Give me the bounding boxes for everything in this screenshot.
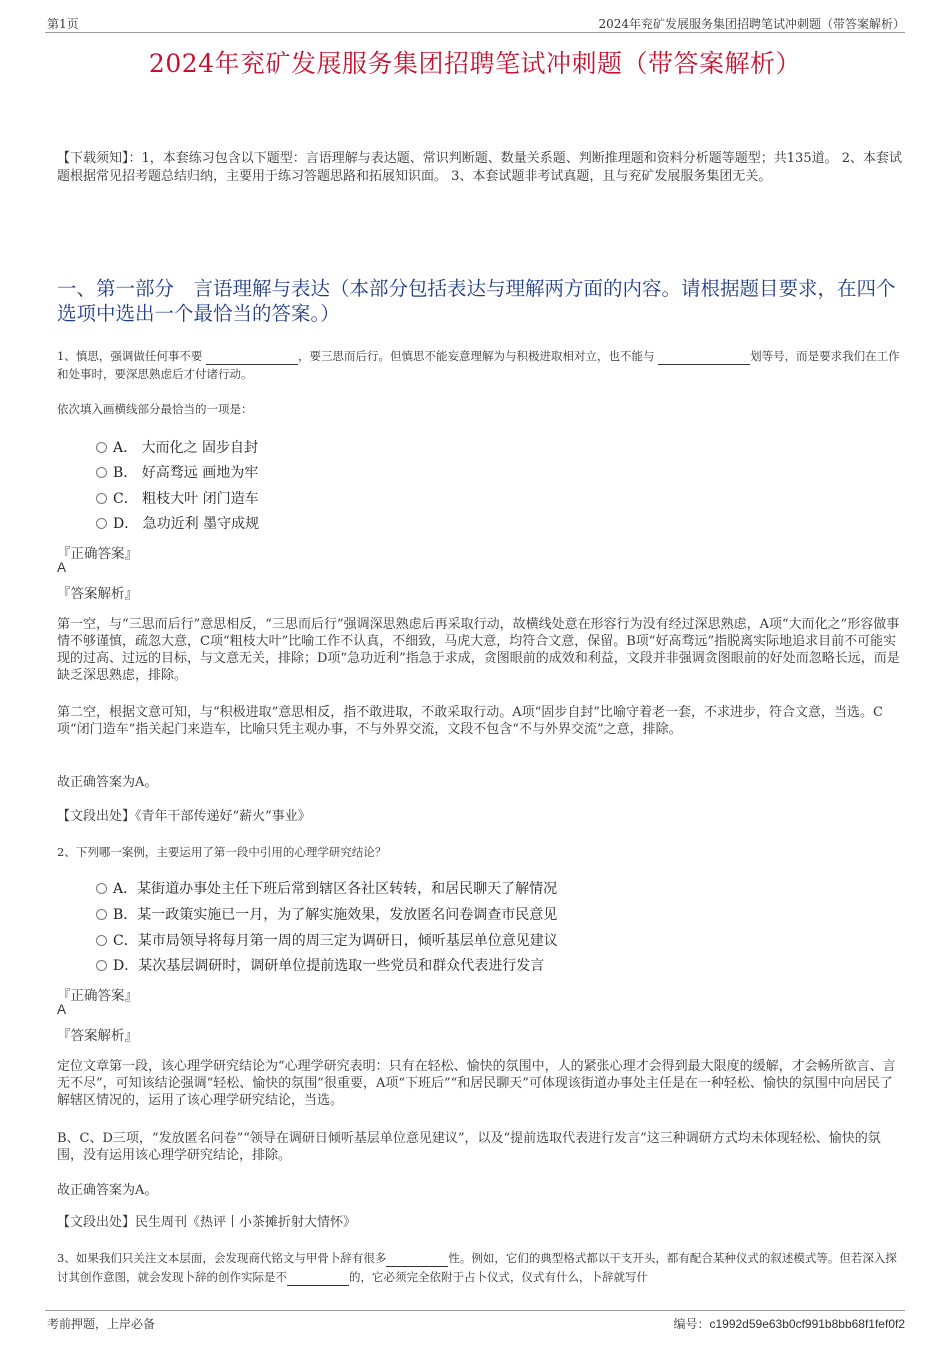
blank xyxy=(658,346,750,365)
correct-answer-label: 『正确答案』 xyxy=(57,546,138,562)
q2-source: 【文段出处】民生周刊《热评丨小茶摊折射大情怀》 xyxy=(57,1215,357,1230)
q1-option-b[interactable]: B． 好高骛远 画地为牢 xyxy=(96,462,258,482)
radio-icon[interactable] xyxy=(96,883,107,894)
download-notice: 【下载须知】：1，本套练习包含以下题型：言语理解与表达题、常识判断题、数量关系题、判断推理题和资料分析题等题型；共135道。 2、本套试题根据常见招考题总结归纳，主要用于练习答题思路和拓展知识面。 3、本套试题非考试真题，且与兖矿发展服务集团无关。 xyxy=(57,151,902,184)
radio-icon[interactable] xyxy=(96,467,107,478)
question-2-stem: 2、下列哪一案例，主要运用了第一段中引用的心理学研究结论？ xyxy=(57,845,387,859)
q2-conclusion: 故正确答案为A。 xyxy=(57,1183,158,1198)
q1-source: 【文段出处】《青年干部传递好“薪火”事业》 xyxy=(57,809,311,824)
page-title: 2024年兖矿发展服务集团招聘笔试冲刺题（带答案解析） xyxy=(148,49,802,78)
q2-option-d[interactable]: D．某次基层调研时，调研单位提前选取一些党员和群众代表进行发言 xyxy=(96,955,544,975)
page-footer xyxy=(45,1310,905,1331)
radio-icon[interactable] xyxy=(96,493,107,504)
radio-icon[interactable] xyxy=(96,935,107,946)
footer-slogan: 考前押题，上岸必备 xyxy=(47,1317,156,1331)
q2-analysis-paragraph-1: 定位文章第一段，该心理学研究结论为“心理学研究表明：只有在轻松、愉快的氛围中，人的紧张心理才会得到最大限度的缓解，才会畅所欲言、言无不尽”，可知该结论强调“轻松、愉快的氛围”很重要，A项“下班后”“和居民聊天”可体现该街道办事处主任是在一种轻松、愉快的氛围中向居民了解辖区情况的，运用了该心理学研究结论，当选。 xyxy=(57,1059,896,1108)
radio-icon[interactable] xyxy=(96,518,107,529)
radio-icon[interactable] xyxy=(96,909,107,920)
correct-answer-label: 『正确答案』 xyxy=(57,988,138,1004)
q2-analysis-paragraph-2: B、C、D三项，“发放匿名问卷”“领导在调研日倾听基层单位意见建议”，以及“提前选取代表进行发言”这三种调研方式均未体现轻松、愉快的氛围，没有运用该心理学研究结论，排除。 xyxy=(57,1131,881,1163)
page-header xyxy=(45,14,905,33)
analysis-label: 『答案解析』 xyxy=(57,1028,138,1044)
correct-answer-value: A xyxy=(57,1002,67,1017)
question-1-prompt: 依次填入画横线部分最恰当的一项是： xyxy=(57,402,253,416)
question-3-stem: 3、如果我们只关注文本层面，会发现商代铭文与甲骨卜辞有很多 性。例如，它们的典型格式都以干支开头，都有配合某种仪式的叙述模式等。但若深入探讨其创作意图，就会发现卜辞的创作实际是不 的，它必须完全依附于占卜仪式，仪式有什么，卜辞就写什 xyxy=(57,1248,903,1286)
blank xyxy=(386,1248,448,1267)
document-code: 编号：c1992d59e63b0cf991b8bb68f1fef0f2 xyxy=(673,1317,905,1331)
blank xyxy=(287,1267,349,1286)
q1-analysis-paragraph-2: 第二空，根据文意可知，与“积极进取”意思相反，指不敢进取，不敢采取行动。A项“固步自封”比喻守着老一套，不求进步，符合文意，当选。C项“闭门造车”指关起门来造车，比喻只凭主观办事，不与外界交流，文段不包含“不与外界交流”之意，排除。 xyxy=(57,705,883,737)
blank xyxy=(206,346,298,365)
q1-option-a[interactable]: A． 大而化之 固步自封 xyxy=(96,437,258,457)
section-heading: 一、第一部分 言语理解与表达（本部分包括表达与理解两方面的内容。请根据题目要求，在四个选项中选出一个最恰当的答案。） xyxy=(57,277,896,325)
header-doc-title: 2024年兖矿发展服务集团招聘笔试冲刺题（带答案解析） xyxy=(598,17,905,31)
page-number: 第1页 xyxy=(47,17,79,31)
q2-option-b[interactable]: B．某一政策实施已一月，为了解实施效果，发放匿名问卷调查市民意见 xyxy=(96,904,557,924)
radio-icon[interactable] xyxy=(96,960,107,971)
radio-icon[interactable] xyxy=(96,442,107,453)
q1-option-c[interactable]: C． 粗枝大叶 闭门造车 xyxy=(96,488,259,508)
question-1-stem: 1、慎思，强调做任何事不要 ，要三思而后行。但慎思不能妄意理解为与积极进取相对立，也不能与 划等号，而是要求我们在工作和处事时，要深思熟虑后才付诸行动。 xyxy=(57,346,903,383)
q2-option-c[interactable]: C．某市局领导将每月第一周的周三定为调研日，倾听基层单位意见建议 xyxy=(96,930,558,950)
q2-option-a[interactable]: A．某街道办事处主任下班后常到辖区各社区转转，和居民聊天了解情况 xyxy=(96,878,557,898)
q1-analysis-paragraph-1: 第一空，与“三思而后行”意思相反，“三思而后行”强调深思熟虑后再采取行动，故横线处意在形容行为没有经过深思熟虑，A项“大而化之”形容做事情不够谨慎，疏忽大意，C项“粗枝大叶”比喻工作不认真，不细致，马虎大意，均符合文意，保留。B项“好高骛远”指脱离实际地追求目前不可能实现的过高、过远的目标，与文意无关，排除；D项“急功近利”指急于求成，贪图眼前的成效和利益，文段并非强调贪图眼前的好处而忽略长远，而是缺乏深思熟虑，排除。 xyxy=(57,617,900,683)
q1-option-d[interactable]: D． 急功近利 墨守成规 xyxy=(96,513,259,533)
q1-conclusion: 故正确答案为A。 xyxy=(57,775,158,790)
analysis-label: 『答案解析』 xyxy=(57,586,138,602)
correct-answer-value: A xyxy=(57,560,67,575)
